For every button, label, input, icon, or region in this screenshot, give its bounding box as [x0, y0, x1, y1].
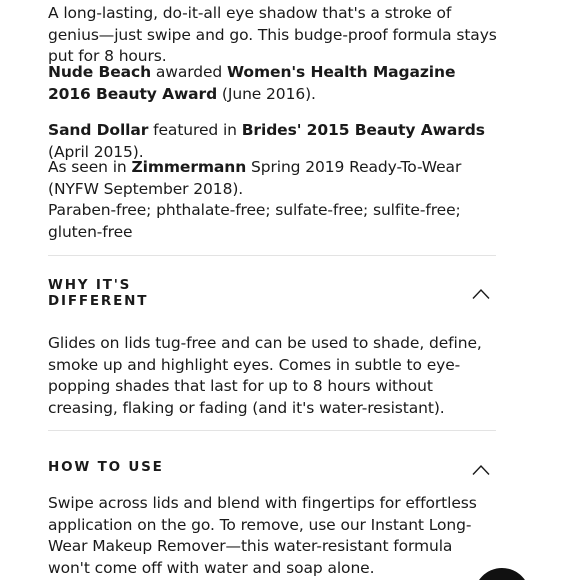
award-verb: awarded [151, 63, 227, 81]
award-nude-beach [48, 62, 498, 105]
section-title: WHY IT'S DIFFERENT [48, 277, 149, 309]
section-divider [48, 430, 496, 431]
award-date: (June 2016). [217, 84, 316, 103]
seen-in-prefix: As seen in [48, 158, 132, 176]
description-intro: A long-lasting, do-it-all eye shadow that's a stroke of genius—just swipe and go. This budge-proof formula stays put for 8 hours. [48, 4, 497, 65]
award-name: Women's Health Magazine 2016 Beauty Award [48, 63, 456, 103]
seen-in-text [48, 157, 498, 200]
award-shade-name: Nude Beach [48, 63, 152, 81]
section-divider [48, 255, 496, 256]
free-from-text: Paraben-free; phthalate-free; sulfate-free; sulfite-free; gluten-free [48, 201, 461, 241]
section-title: HOW TO USE [48, 459, 164, 475]
how-to-use-header[interactable] [48, 459, 496, 479]
seen-in-brand: Zimmermann [131, 158, 247, 176]
how-to-use-body: Swipe across lids and blend with fingertips for effortless application on the go. To remove, use our Instant Long-Wear Makeup Remover—this water-resistant formula won't come off with water and soap alone. [48, 494, 477, 577]
why-its-different-body: Glides on lids tug-free and can be used to shade, define, smoke up and highlight eyes. Comes in subtle to eye-popping shades that last for up to 8 hours without creasing, flaking or fading (and it's water-resistant). [48, 334, 482, 417]
why-its-different-header[interactable] [48, 277, 496, 313]
award-verb: featured in [148, 121, 242, 139]
award-shade-name: Sand Dollar [48, 121, 149, 139]
seen-in-suffix: Spring 2019 Ready-To-Wear (NYFW September 2018). [48, 158, 462, 198]
award-name: Brides' 2015 Beauty Awards [241, 121, 485, 139]
chevron-up-icon[interactable] [472, 464, 490, 476]
chevron-up-icon[interactable] [472, 288, 490, 300]
award-date: (April 2015). [48, 142, 144, 161]
